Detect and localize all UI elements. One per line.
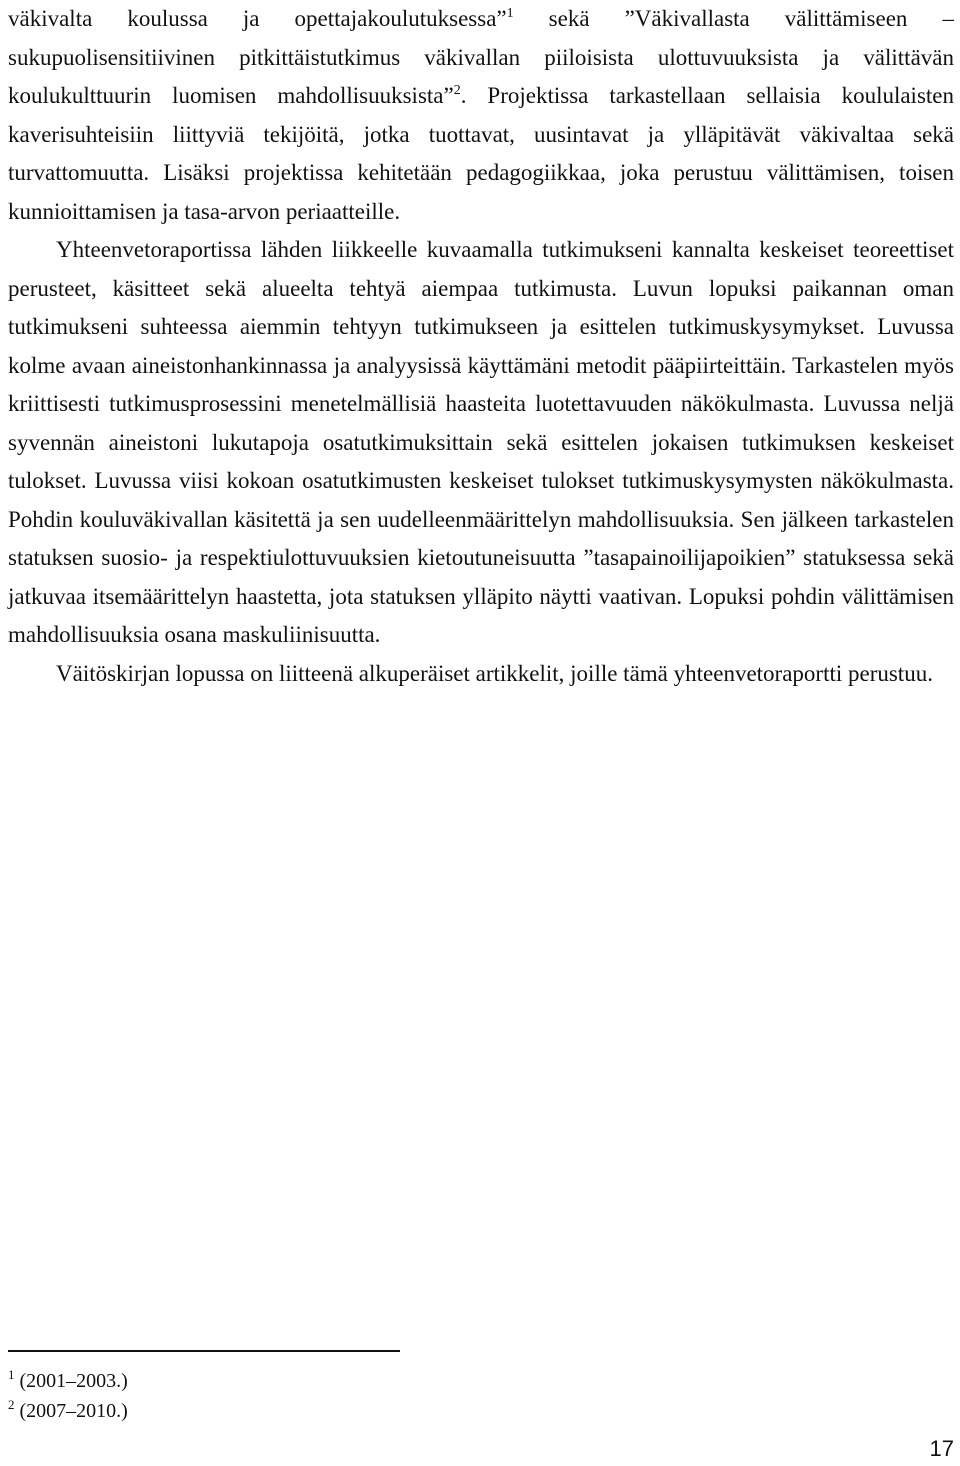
footnote-mark-2: 2	[8, 1397, 15, 1412]
footnote-ref-2: 2	[453, 83, 461, 98]
paragraph-2: Yhteenvetoraportissa lähden liikkeelle kuvaamalla tutkimukseni kannalta keskeiset teoreettiset perusteet, käsitteet sekä alueelta tehtyä aiempaa tutkimusta. Luvun lopuksi paikannan oman tutkimukseni suhteessa aiemmin tehtyyn tutkimukseen ja esittelen tutkimuskysymykset. Luvussa kolme avaan aineistonhankinnassa ja analyysissä käyttämäni metodit pääpiirteittäin. Tarkastelen myös kriittisesti tutkimusprosessini menetelmällisiä haasteita luotettavuuden näkökulmasta. Luvussa neljä syvennän aineistoni lukutapoja osatutkimuksittain sekä esittelen jokaisen tutkimuksen keskeiset tulokset. Luvussa viisi kokoan osatutkimusten keskeiset tulokset tutkimuskysymysten näkökulmasta. Pohdin kouluväkivallan käsitettä ja sen uudelleenmäärittelyn mahdollisuuksia. Sen jälkeen tarkastelen statuksen suosio- ja respektiulottuvuuksien kietoutuneisuutta ”tasapainoilijapoikien” statuksessa sekä jatkuvaa itsemäärittelyn haastetta, jota statuksen ylläpito näytti vaativan. Lopuksi pohdin välittämisen mahdollisuuksia osana maskuliinisuutta.	[8, 237, 954, 647]
paragraph-3: Väitöskirjan lopussa on liitteenä alkuperäiset artikkelit, joille tämä yhteenvetoraportti perustuu.	[56, 660, 933, 686]
footnote-text-1: (2001–2003.)	[14, 1370, 128, 1392]
footnote-2	[8, 1396, 128, 1426]
paragraph-1-part-3: . Projektissa tarkastellaan sellaisia koululaisten kaverisuhteisiin liittyviä tekijöitä, jotka tuottavat, uusintavat ja ylläpitävät väkivaltaa sekä turvattomuutta. Lisäksi projektissa kehitetään pedagogiikkaa, joka perustuu välittämisen, toisen kunnioittamisen ja tasa-arvon periaatteille.	[8, 83, 954, 224]
document-page	[8, 0, 954, 693]
footnote-ref-1: 1	[506, 6, 514, 21]
paragraph-1-part-1: väkivalta koulussa ja opettajakoulutuksessa”	[8, 6, 507, 31]
paragraph-1-part-2: sekä ”Väkivallasta välittämiseen – sukupuolisensitiivinen pitkittäistutkimus väkivallan piiloisista ulottuvuuksista ja välittävän koulukulttuurin luomisen mahdollisuuksista”	[8, 6, 954, 108]
footnote-text-2: (2007–2010.)	[14, 1400, 128, 1422]
footnote-1	[8, 1366, 128, 1396]
page-number: 17	[929, 1436, 954, 1461]
footnote-mark-1: 1	[8, 1367, 15, 1382]
footnote-separator	[8, 1350, 400, 1352]
paragraph-1	[8, 0, 954, 231]
footnotes	[8, 1366, 128, 1426]
